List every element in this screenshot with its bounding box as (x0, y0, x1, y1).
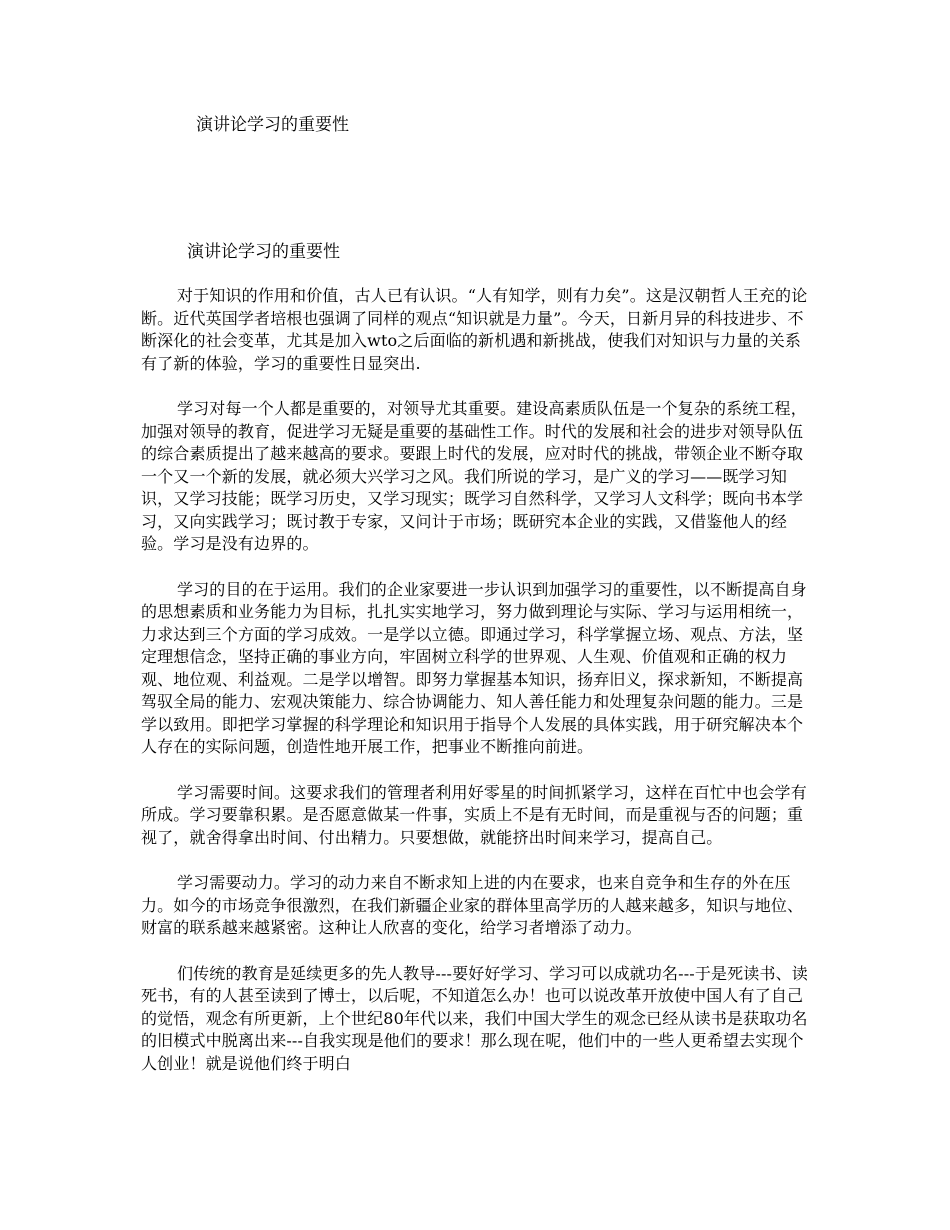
paragraph-1: 对于知识的作用和价值，古人已有认识。“人有知学，则有力矣”。这是汉朝哲人王充的论断。近代英国学者培根也强调了同样的观点“知识就是力量”。今天，日新月异的科技进步、不断深化的社会变革，尤其是加入wto之后面临的新机遇和新挑战，使我们对知识与力量的关系有了新的体验，学习的重要性日显突出. (141, 286, 808, 373)
paragraph-3: 学习的目的在于运用。我们的企业家要进一步认识到加强学习的重要性，以不断提高自身的思想素质和业务能力为目标，扎扎实实地学习，努力做到理论与实际、学习与运用相统一，力求达到三个方面的学习成效。一是学以立德。即通过学习，科学掌握立场、观点、方法，坚定理想信念，坚持正确的事业方向，牢固树立科学的世界观、人生观、价值观和正确的权力观、地位观、利益观。二是学以增智。即努力掌握基本知识，扬弃旧义，探求新知，不断提高驾驭全局的能力、宏观决策能力、综合协调能力、知人善任能力和处理复杂问题的能力。三是学以致用。即把学习掌握的科学理论和知识用于指导个人发展的具体实践，用于研究解决本个人存在的实际问题，创造性地开展工作，把事业不断推向前进。 (141, 579, 807, 756)
document-title: 演讲论学习的重要性 (187, 242, 340, 262)
paragraph-2: 学习对每一个人都是重要的，对领导尤其重要。建设高素质队伍是一个复杂的系统工程，加强对领导的教育，促进学习无疑是重要的基础性工作。时代的发展和社会的进步对领导队伍的综合素质提出了越来越高的要求。要跟上时代的发展，应对时代的挑战，带领企业不断夺取一个又一个新的发展，就必须大兴学习之风。我们所说的学习，是广义的学习——既学习知识，又学习技能；既学习历史，又学习现实；既学习自然科学，又学习人文科学；既向书本学习，又向实践学习；既讨教于专家，又问计于市场；既研究本企业的实践，又借鉴他人的经验。学习是没有边界的。 (141, 399, 807, 553)
paragraph-6: 们传统的教育是延续更多的先人教导---要好好学习、学习可以成就功名---于是死读书、读死书，有的人甚至读到了博士，以后呢，不知道怎么办！也可以说改革开放使中国人有了自己的觉悟，观念有所更新，上个世纪80年代以来，我们中国大学生的观念已经从读书是获取功名的旧模式中脱离出来---自我实现是他们的要求！那么现在呢，他们中的一些人更希望去实现个人创业！就是说他们终于明白 (141, 963, 808, 1073)
paragraph-5: 学习需要动力。学习的动力来自不断求知上进的内在要求，也来自竞争和生存的外在压力。如今的市场竞争很激烈，在我们新疆企业家的群体里高学历的人越来越多，知识与地位、财富的联系越来越紧密。这种让人欣喜的变化，给学习者增添了动力。 (141, 873, 804, 937)
header-title: 演讲论学习的重要性 (196, 115, 349, 135)
paragraph-4: 学习需要时间。这要求我们的管理者利用好零星的时间抓紧学习，这样在百忙中也会学有所成。学习要靠积累。是否愿意做某一件事，实质上不是有无时间，而是重视与否的问题；重视了，就舍得拿出时间、付出精力。只要想做，就能挤出时间来学习，提高自己。 (141, 782, 807, 847)
document-body (141, 285, 811, 1098)
